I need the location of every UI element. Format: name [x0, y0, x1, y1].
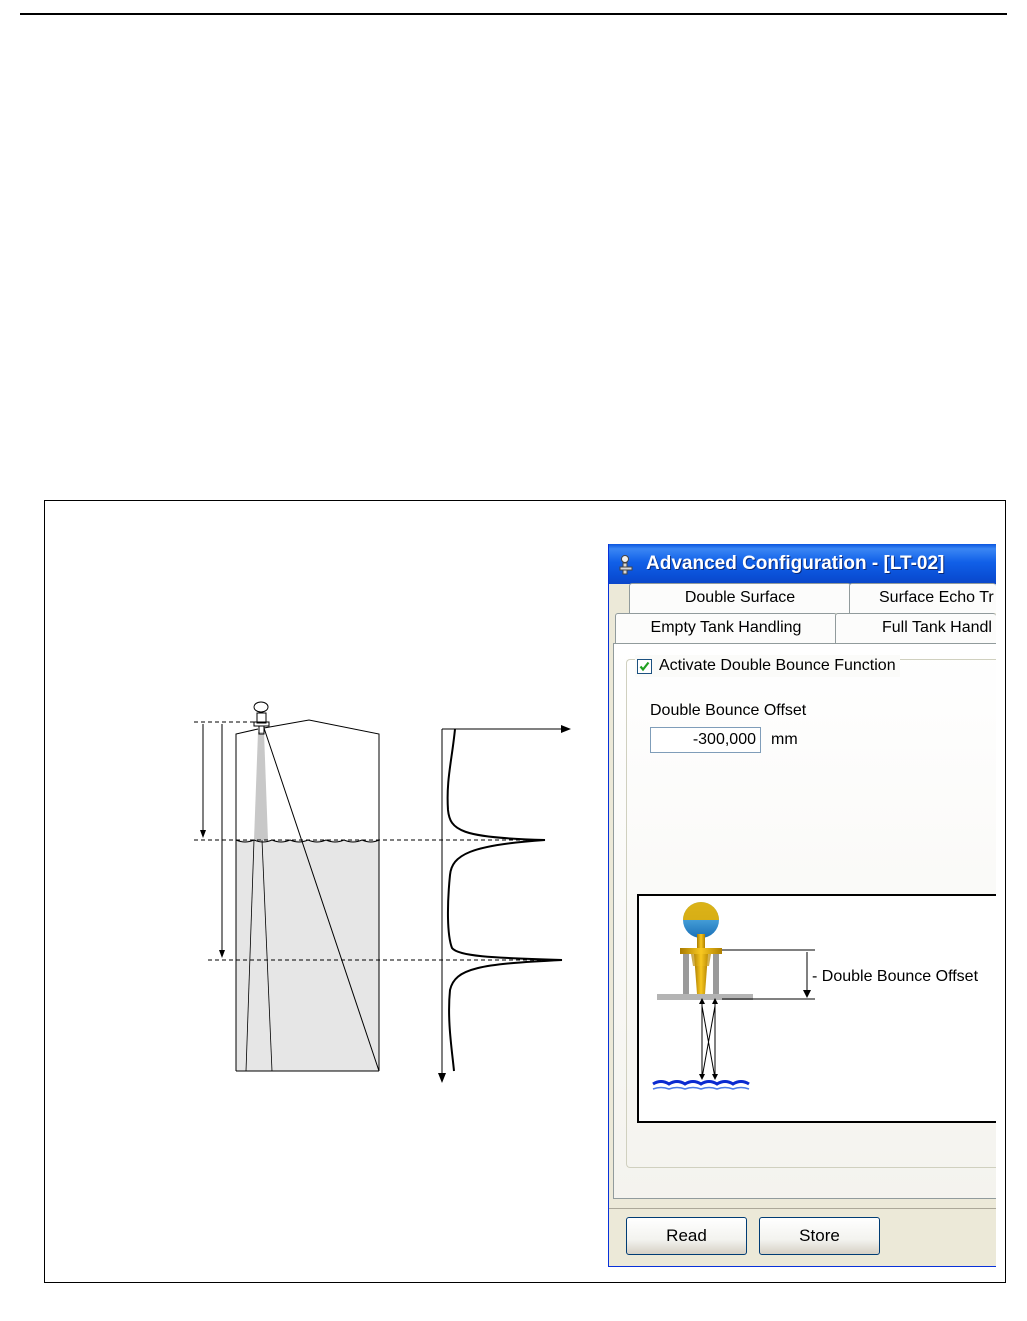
double-bounce-offset-input[interactable]	[650, 727, 761, 753]
footer-divider	[609, 1208, 996, 1209]
tab-double-surface-label: Double Surface	[684, 589, 796, 606]
tab-empty-tank-handling-label: Empty Tank Handling	[650, 619, 802, 636]
water-surface-icon	[653, 1082, 749, 1085]
read-button[interactable]: Read	[626, 1217, 747, 1255]
double-bounce-offset-label: Double Bounce Offset	[650, 702, 807, 719]
tab-full-tank-handling-label: Full Tank Handl	[882, 619, 992, 636]
transmitter-icon	[619, 555, 635, 575]
checkmark-icon	[639, 661, 650, 672]
group-legend	[635, 655, 900, 677]
illustration-offset-label: - Double Bounce Offset	[812, 968, 979, 985]
offset-unit-label: mm	[771, 731, 798, 748]
distance-arrow-double-bounce	[219, 950, 225, 958]
tank-liquid	[236, 840, 379, 1071]
radar-beam	[254, 732, 268, 840]
tab-surface-echo-tracking[interactable]	[849, 583, 996, 613]
distance-arrow-surface	[200, 830, 206, 838]
offset-arrow-icon	[803, 990, 811, 998]
echo-curve	[448, 729, 562, 1071]
activate-double-bounce-checkbox[interactable]	[637, 659, 652, 674]
tab-full-tank-handling[interactable]	[835, 613, 996, 643]
tab-double-surface[interactable]	[629, 583, 851, 613]
store-button[interactable]: Store	[759, 1217, 880, 1255]
double-bounce-illustration	[637, 894, 996, 1123]
tab-surface-echo-tracking-label: Surface Echo Tr	[879, 589, 994, 606]
activate-double-bounce-label: Activate Double Bounce Function	[659, 657, 896, 674]
antenna-illustration	[637, 894, 996, 1123]
tab-empty-tank-handling[interactable]	[615, 613, 837, 643]
window-title: Advanced Configuration - [LT-02]	[646, 553, 945, 574]
window-titlebar[interactable]	[609, 544, 996, 584]
